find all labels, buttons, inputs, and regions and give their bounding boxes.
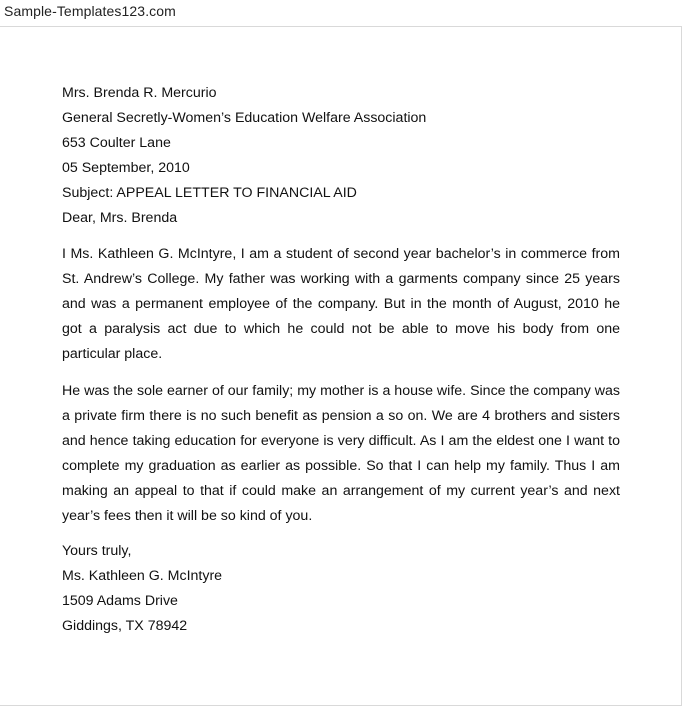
- letter-body: [62, 81, 620, 639]
- recipient-name: Mrs. Brenda R. Mercurio: [62, 85, 217, 101]
- letter-date: 05 September, 2010: [62, 160, 190, 176]
- recipient-header: [62, 81, 620, 231]
- letter-salutation: Dear, Mrs. Brenda: [62, 210, 178, 226]
- recipient-title: General Secretly-Women’s Education Welfare Association: [62, 110, 427, 126]
- sender-name: Ms. Kathleen G. McIntyre: [62, 568, 223, 584]
- sender-street: 1509 Adams Drive: [62, 593, 178, 609]
- closing-phrase: Yours truly,: [62, 543, 132, 559]
- recipient-address: 653 Coulter Lane: [62, 135, 171, 151]
- closing-block: [62, 539, 620, 639]
- sender-city: Giddings, TX 78942: [62, 618, 188, 634]
- body-paragraph-1: I Ms. Kathleen G. McIntyre, I am a student of second year bachelor’s in commerce from St. Andrew’s College. My father was working with a garments company since 25 years and was a permanent employee of the company. But in the month of August, 2010 he got a paralysis act due to which he could not be able to move his body from one particular place.: [62, 246, 620, 362]
- body-paragraph-2: He was the sole earner of our family; my mother is a house wife. Since the company was a private firm there is no such benefit as pension a so on. We are 4 brothers and sisters and hence taking education for everyone is very difficult. As I am the eldest one I want to complete my graduation as earlier as possible. So that I can help my family. Thus I am making an appeal to that if could make an arrangement of my current year’s and next year’s fees then it will be so kind of you.: [62, 383, 620, 524]
- site-watermark: Sample-Templates123.com: [4, 3, 176, 19]
- letter-page: [0, 26, 682, 706]
- letter-subject: Subject: APPEAL LETTER TO FINANCIAL AID: [62, 185, 357, 201]
